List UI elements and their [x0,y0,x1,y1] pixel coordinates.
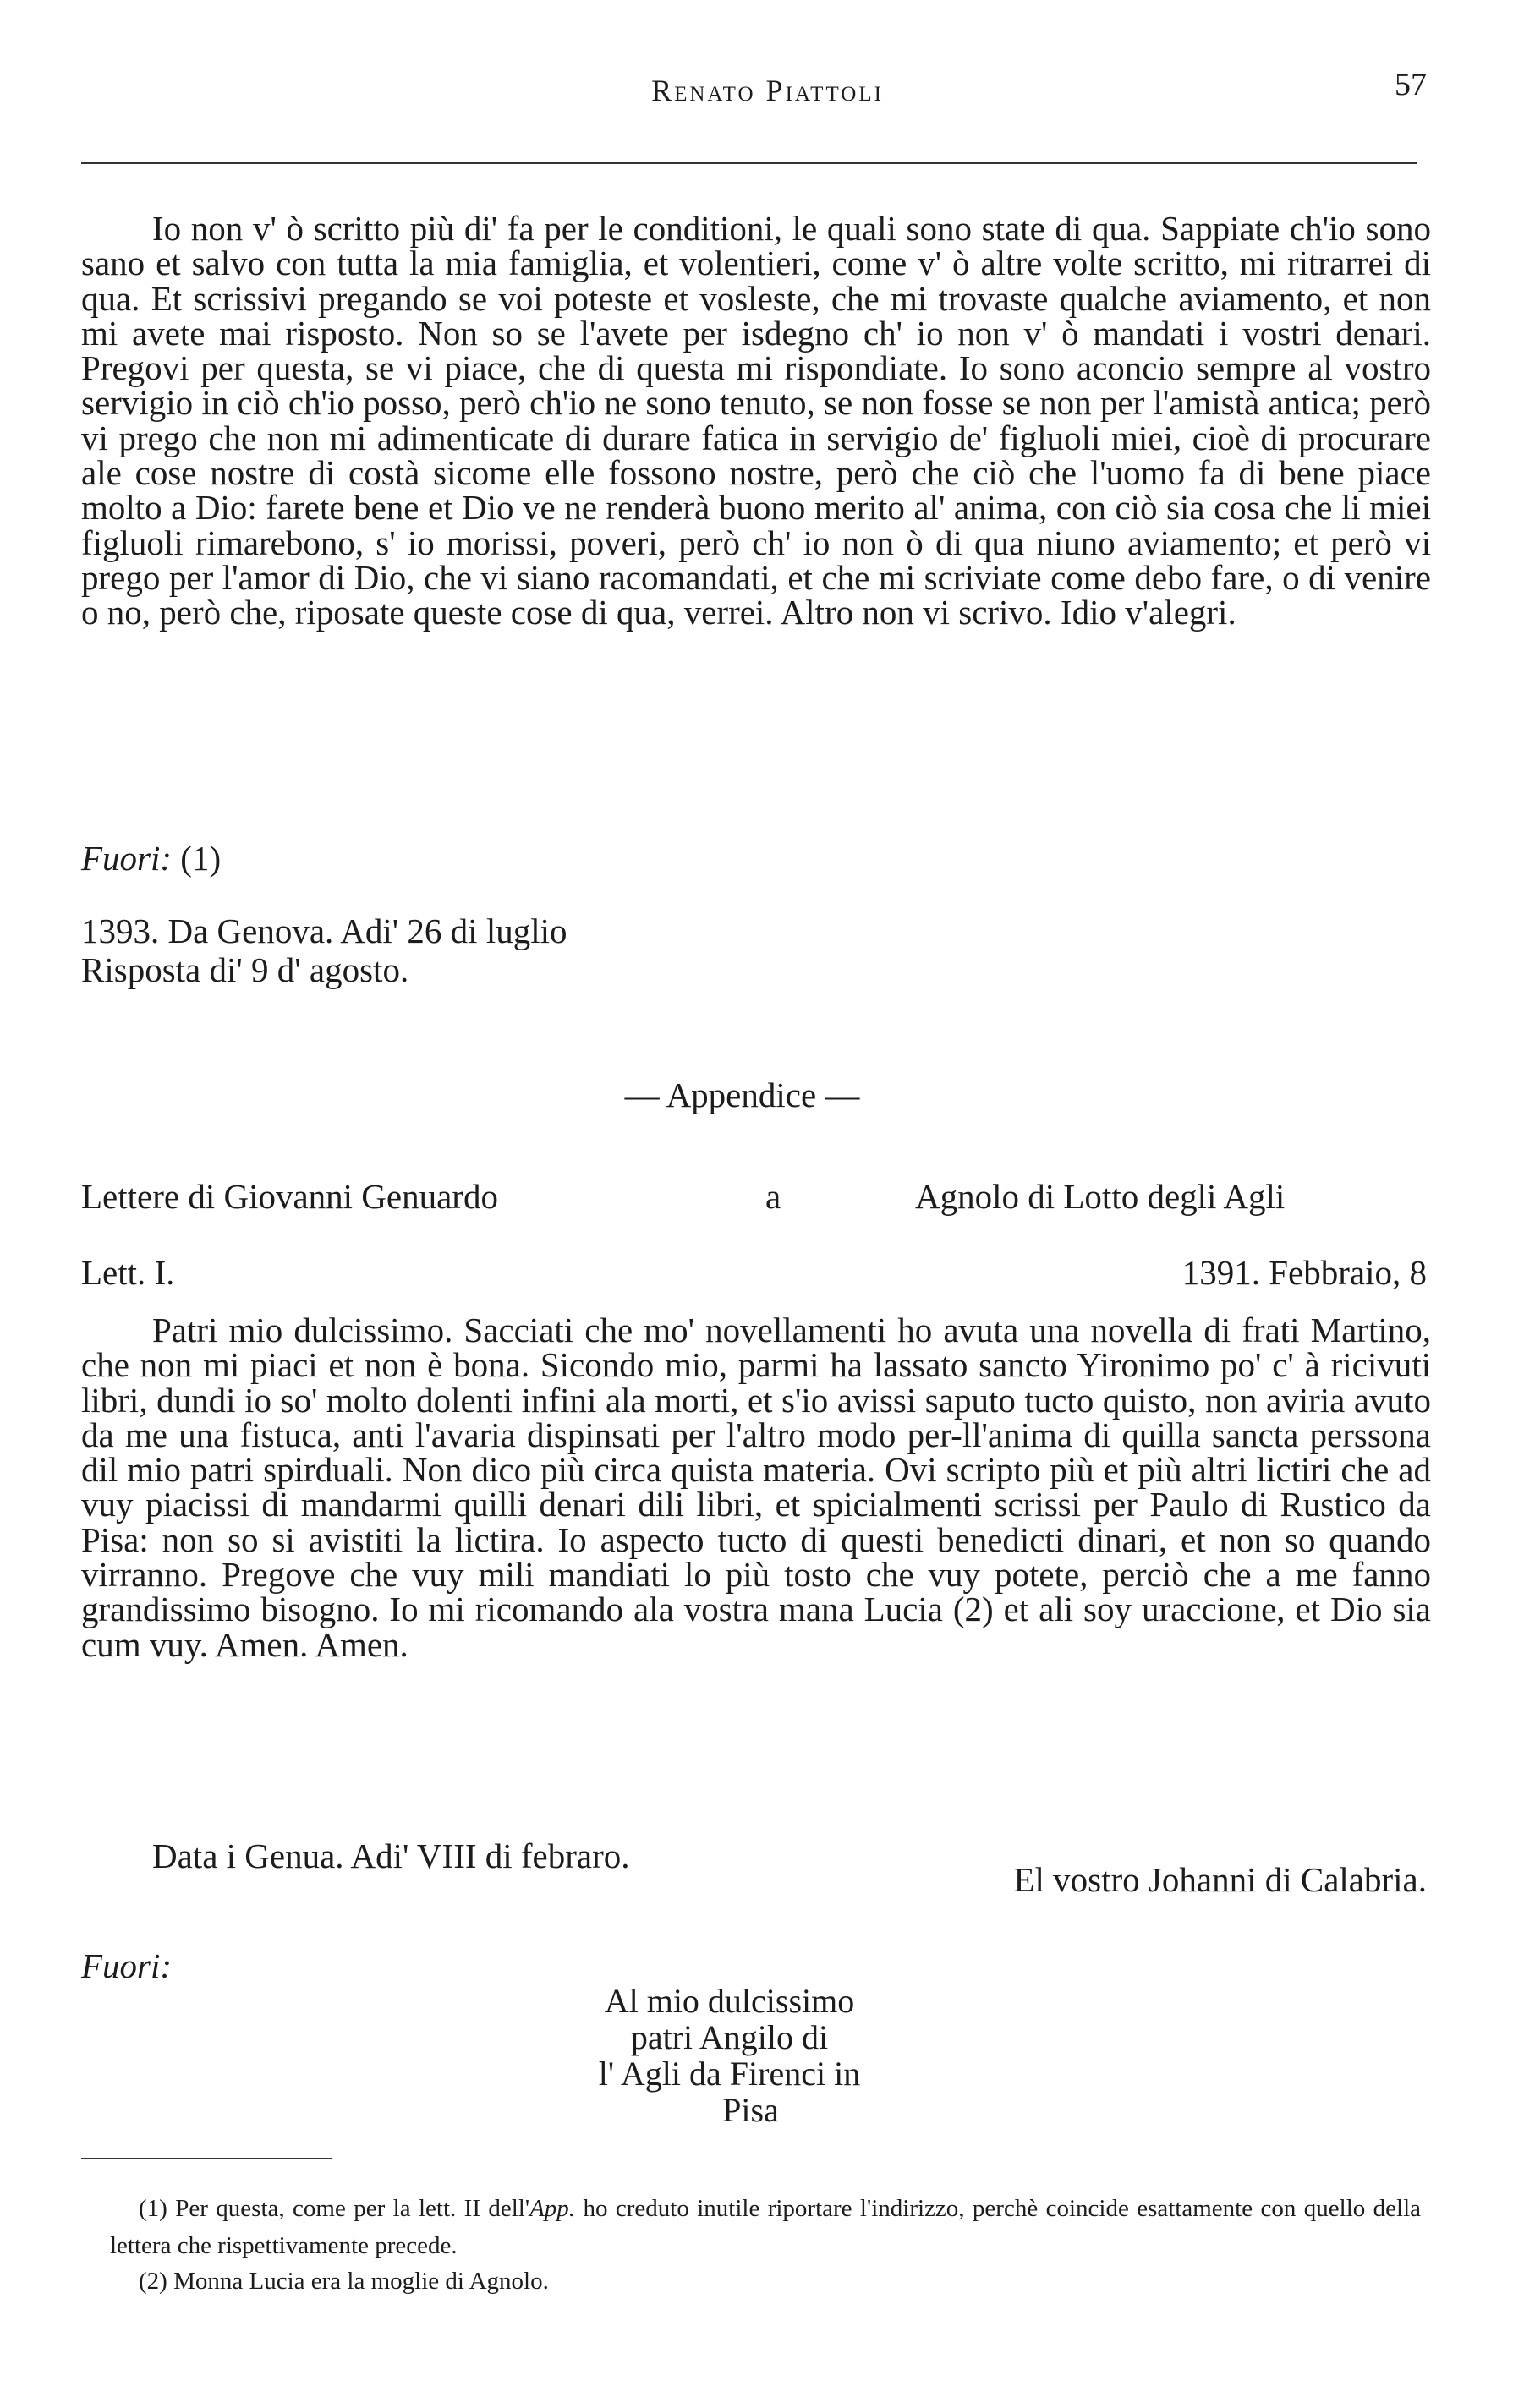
address-line-4: Pisa [722,2091,779,2129]
running-header-author: Renato Piattoli [651,74,884,107]
fuori-line [81,837,221,879]
appendix-title-left: Lettere di Giovanni Genuardo [81,1177,498,1216]
appendix-letter-paragraph: Patri mio dulcissimo. Sacciati che mo' novellamenti ho avuta una novella di frati Martino, che non mi piaci et non è bona. Sicondo mio, parmi ha lassato sancto Yironimo po' c' à ricivuti libri, dundi io so' molto dolenti infini ala morti, et s'io avissi saputo tucto quisto, non aviria avuto da me una fistuca, anti l'avaria dispinsati per l'altro modo per-ll'anima di quilla sancta perssona dil mio patri spirduali. Non dico più circa quista materia. Ovi scripto più et più altri lictiri che ad vuy piacissi di mandarmi quilli denari dili libri, et spicialmenti scrissi per Paulo di Rustico da Pisa: non so si avistiti la lictira. Io aspecto tucto di questi benedicti dinari, et non so quando virranno. Pregove che vuy mili mandiati lo più tosto che vuy potete, perciò che a me fanno grandissimo bisogno. Io mi ricomando ala vostra mana Lucia (2) et ali soy uraccione, et Dio sia cum vuy. Amen. Amen. [81,1311,1431,1664]
footnote-1-number: (1) [139,2195,167,2222]
page-number: 57 [1395,67,1427,102]
address-line-2: patri Angilo di [630,2018,829,2056]
header-rule [81,162,1417,164]
letter-date-line: 1393. Da Genova. Adi' 26 di luglio [81,911,567,950]
footnote-2-number: (2) [139,2268,167,2295]
appendix-fuori-label: Fuori: [81,1946,173,1985]
footnote-rule [81,2158,332,2159]
appendix-title-mid: a [765,1177,781,1216]
fuori-footnote-ref: (1) [180,839,222,878]
footnote-1-text-after: ho creduto inutile riportare l'indirizzo, perchè coincide esattamente con quello della lettera che rispettivamente precede. [110,2195,1422,2259]
address-line-3: l' Agli da Firenci in [598,2055,861,2093]
footnote-1-text-before: Per questa, come per la lett. II dell' [175,2195,530,2222]
reply-line: Risposta di' 9 d' agosto. [81,950,409,989]
address-line-1: Al mio dulcissimo [604,1982,855,2020]
letter-label: Lett. I. [81,1253,175,1292]
letter-end-paragraph: Io non v' ò scritto più di' fa per le conditioni, le quali sono state di qua. Sappiate ch'io sono sano et salvo con tutta la mia famiglia, et volentieri, come v' ò altre volte scritto, mi ritrarrei di qua. Et scrissivi pregando se voi poteste et vosleste, che mi trovaste qualche aviamento, et non mi avete mai risposto. Non so se l'avete per isdegno ch' io non v' ò mandati i vostri denari. Pregovi per questa, se vi piace, che di questa mi rispondiate. Io sono aconcio sempre al vostro servigio in ciò ch'io posso, però ch'io ne sono tenuto, se non fosse se non per l'amistà antica; però vi prego che non mi adimenticate di durare fatica in servigio de' figluoli miei, cioè di procurare ale cose nostre di costà sicome elle fossono nostre, però che ciò che l'uomo fa di bene piace molto a Dio: farete bene et Dio ve ne renderà buono merito al' anima, con ciò sia cosa che li miei figluoli rimarebono, s' io morissi, poveri, però ch' io non ò di qua niuno aviamento; et però vi prego per l'amor di Dio, che vi siano racomandati, et che mi scriviate come debo fare, o di venire o no, però che, riposate queste cose di qua, verrei. Altro non vi scrivo. Idio v'alegri. [81,209,1431,632]
letter-date: 1391. Febbraio, 8 [1181,1253,1427,1292]
closing-date: Data i Genua. Adi' VIII di febraro. [152,1836,630,1875]
footnote-2 [110,2263,1421,2300]
footnote-1 [110,2190,1421,2264]
appendix-title-right: Agnolo di Lotto degli Agli [915,1177,1286,1216]
footnote-2-text: Monna Lucia era la moglie di Agnolo. [173,2268,549,2295]
footnote-1-text-italic: App. [529,2195,576,2222]
fuori-label: Fuori: [81,839,173,878]
signature: El vostro Johanni di Calabria. [1013,1860,1427,1899]
appendix-heading: — Appendice — [624,1075,860,1114]
